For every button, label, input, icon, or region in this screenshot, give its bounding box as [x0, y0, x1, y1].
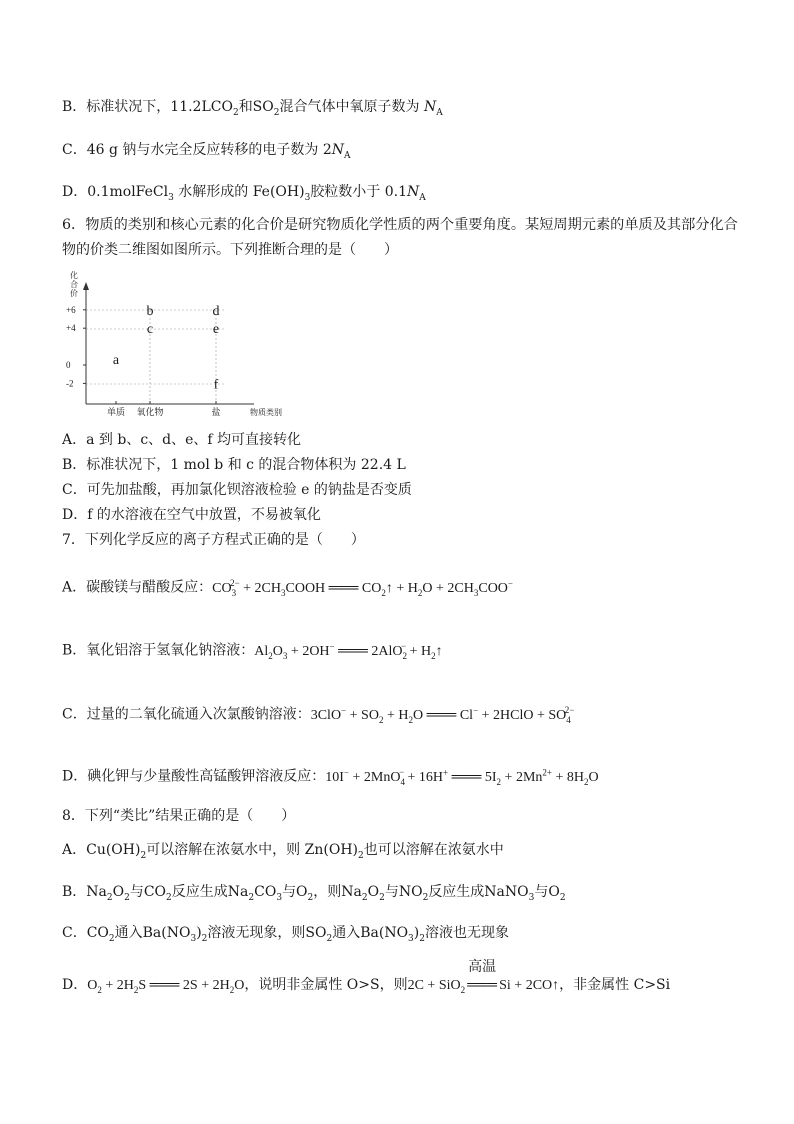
valence-category-chart — [64, 270, 294, 420]
q7-option-a-label: A．碳酸镁与醋酸反应： — [62, 579, 213, 596]
q7-option-d — [62, 762, 599, 791]
q5-option-d: D．0.1molFeCl$_3$ 水解形成的 $Fe(OH)_3$胶粒数小于 $0.1N_A$ — [62, 184, 426, 203]
q6-option-d: D．f 的水溶液在空气中放置，不易被氧化 — [62, 507, 321, 523]
q7-option-a — [62, 573, 513, 602]
y-tick-label: 0 — [66, 360, 71, 370]
q7-option-b — [62, 636, 443, 665]
q8-stem: 8．下列“类比”结果正确的是（ ） — [62, 808, 296, 824]
point-label-a: a — [112, 353, 120, 368]
q7-stem: 7．下列化学反应的离子方程式正确的是（ ） — [62, 532, 365, 548]
reaction-condition: 高温 ═══ — [465, 976, 499, 996]
point-label-c: c — [146, 322, 154, 338]
x-axis-label: 物质类别 — [250, 408, 282, 417]
q8-option-d-eq1: $O_2 + 2H_2S$ ═══ $2S + 2H_2O$ — [87, 978, 245, 995]
point-label-e: e — [212, 322, 220, 338]
y-tick-label: +6 — [66, 304, 76, 315]
q6-stem-line2: 物的价类二维图如图所示。下列推断合理的是（ ） — [62, 242, 398, 258]
q7-option-c-equation: $3ClO^- + SO_2 + H_2O$ ═══ Cl− + 2HClO + $SO_4^{2-}$ — [310, 705, 575, 725]
q6-stem-line1: 6．物质的类别和核心元素的化合价是研究物质化学性质的两个重要角度。某短周期元素的单质及其部分化合 — [62, 217, 738, 233]
q8-option-d-text2: ，非金属性 C>Si — [559, 977, 671, 993]
y-tick-label: +4 — [66, 323, 76, 334]
q5-option-c: C．46 g 钠与水完全反应转移的电子数为 $2N_A$ — [62, 142, 351, 161]
y-axis-arrow — [83, 282, 89, 290]
x-category-label: 盐 — [211, 407, 221, 417]
x-category-label: 氧化物 — [136, 407, 164, 417]
q7-option-b-label: B．氧化铝溶于氢氧化钠溶液： — [62, 642, 255, 659]
q7-option-d-equation: 10I− + 2MnO$_4$− + 16H+ ═══ $5I_2 + 2Mn^{2+} + 8H_2O$ — [325, 767, 599, 787]
q7-option-d-label: D．碘化钾与少量酸性高锰酸钾溶液反应： — [62, 768, 326, 785]
q8-option-d: D．$O_2 + 2H_2S$ ═══ $2S + 2H_2O$，说明非金属性 O>S，则2C + SiO$_2$ 高温 ═══ Si + 2CO↑，非金属性 C>Si — [62, 960, 671, 995]
point-label-b: b — [146, 303, 154, 319]
y-axis-label-1: 化 — [70, 271, 78, 280]
point-label-f: f — [213, 377, 219, 393]
q7-option-a-equation: $CO_3^{2-}$ + $2CH_3COOH$ ═══ $CO_2↑ + H_2O + 2CH_3COO^-$ — [212, 578, 513, 598]
q6-option-b: B．标准状况下，1 mol b 和 c 的混合物体积为 22.4 L — [62, 457, 406, 473]
q7-option-b-equation: $Al_2O_3 + 2OH^-$ ═══ $2AlO_2^- + H_2↑$ — [254, 641, 443, 661]
q5-option-b: B．标准状况下，$11.2LCO_2$和$SO_2$混合气体中氧原子数为 $N_A$ — [62, 99, 443, 118]
point-label-d: d — [212, 303, 220, 319]
y-axis-label-2: 合 — [70, 280, 78, 289]
y-axis-label-3: 价 — [70, 289, 78, 298]
reaction-condition-text: 高温 — [468, 960, 497, 975]
q6-option-c: C．可先加盐酸，再加氯化钡溶液检验 e 的钠盐是否变质 — [62, 482, 412, 498]
q8-option-a: A．$Cu(OH)_2$可以溶解在浓氨水中，则 $Zn(OH)_2$也可以溶解在浓氨水中 — [62, 842, 504, 861]
x-category-label: 单质 — [106, 407, 126, 417]
q6-option-a: A．a 到 b、c、d、e、f 均可直接转化 — [62, 432, 302, 448]
q8-option-d-text1: ，说明非金属性 O>S，则 — [244, 977, 408, 993]
q7-option-c-label: C．过量的二氧化硫通入次氯酸钠溶液： — [62, 706, 311, 723]
q7-option-c — [62, 700, 574, 729]
y-tick-label: -2 — [66, 378, 74, 389]
q8-option-b: B．$Na_2O_2$与$CO_2$反应生成$Na_2CO_3$与$O_2$，则$Na_2O_2$与$NO_2$反应生成NaNO$_3$与$O_2$ — [62, 884, 566, 903]
q8-option-c: C．$CO_2$通入$Ba(NO_3)_2$溶液无现象，则$SO_2$通入$Ba(NO_3)_2$溶液也无现象 — [62, 925, 509, 944]
q8-option-d-eq2: 2C + SiO$_2$ 高温 ═══ Si + 2CO↑ — [407, 960, 560, 995]
